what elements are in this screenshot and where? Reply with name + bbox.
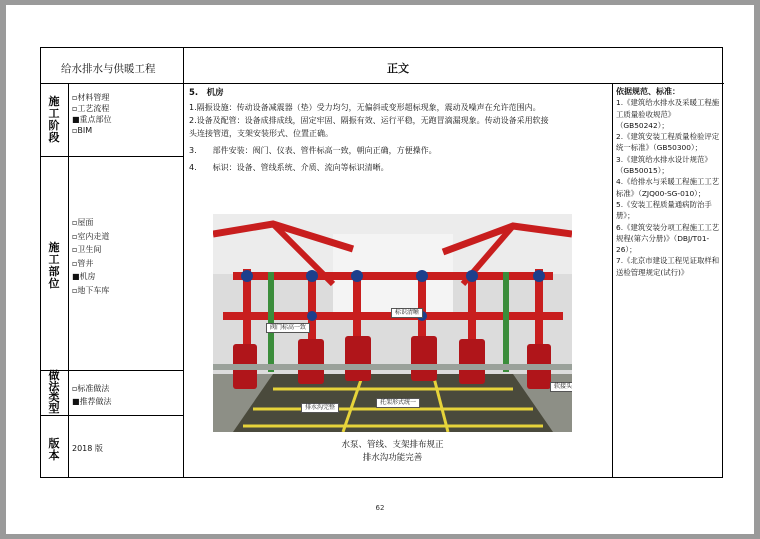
callout-soft-joint: 软接头	[550, 382, 572, 392]
callout-bracket-uniform: 托架形式统一	[376, 398, 420, 408]
paragraph-vibration: 1.隔振设施：传动设备减震器（垫）受力均匀，无偏斜或变形超标现象，震动及噪声在允许范围内。	[189, 103, 541, 112]
option-pipe-shaft: ▫管井	[72, 258, 94, 268]
option-roof: ▫屋面	[72, 218, 94, 227]
paragraph-equipment-cont: 头连接管道，支架安装形式、位置正确。	[189, 129, 333, 138]
content-table	[40, 47, 723, 478]
reference-item: 1.《建筑给水排水及采暖工程施工质量验收规范》（GB50242）；	[616, 98, 720, 130]
grid-line	[41, 156, 183, 157]
section-label-method: 做 法 类 型	[48, 369, 60, 415]
paragraph-labels: 4. 标识：设备、管线系统、介质、流向等标识清晰。	[189, 163, 389, 172]
option-process-flow: ▫工艺流程	[72, 104, 110, 113]
machine-room-photo	[213, 214, 572, 432]
reference-item: 5.《安装工程质量通病防治手册》；	[616, 199, 712, 221]
body-title: 正文	[387, 62, 409, 75]
reference-item: 7.《北京市建设工程见证取样和送检管理规定(试行)》	[616, 256, 720, 277]
callout-labels-clear: 标识清晰	[391, 308, 423, 318]
section-label-stage: 施 工 阶 段	[48, 95, 60, 144]
option-bathroom: ▫卫生间	[72, 245, 102, 254]
option-machine-room: ■机房	[72, 272, 96, 281]
option-garage: ▫地下车库	[72, 285, 110, 295]
callout-drain-ditch: 排水沟完整	[301, 403, 339, 413]
stage-options	[72, 92, 112, 136]
grid-line	[68, 83, 69, 477]
section-label-location: 施 工 部 位	[48, 241, 60, 290]
references-panel	[616, 86, 724, 278]
reference-item: 4.《给排水与采暖工程施工工艺标准》（ZJQ00-SG-010）；	[616, 177, 720, 198]
section-label-version: 版 本	[48, 437, 60, 462]
option-key-parts: ■重点部位	[72, 115, 112, 124]
body-paragraphs	[189, 101, 549, 174]
page-number: 62	[375, 504, 385, 512]
paragraph-equipment: 2.设备及配管：设备成排成线，固定牢固、隔振有效、运行平稳，无跑冒滴漏现象。传动设备采用软接	[189, 116, 549, 125]
option-recommended: ■推荐做法	[72, 397, 112, 406]
document-page	[6, 5, 754, 534]
option-standard: ▫标准做法	[72, 384, 110, 393]
grid-line	[183, 48, 184, 477]
category-title: 给水排水与供暖工程	[61, 63, 156, 75]
figure-caption: 水泵、管线、支架排布规正 排水沟功能完善	[341, 440, 444, 463]
grid-line	[612, 83, 613, 477]
location-options	[72, 216, 109, 297]
paragraph-components: 3. 部件安装：阀门、仪表、管件标高一致，朝向正确，方便操作。	[189, 146, 437, 155]
grid-line	[41, 415, 183, 416]
callout-valve-height: 阀门标高一致	[266, 323, 310, 333]
section-heading: 5. 机房	[189, 88, 224, 98]
reference-item: 3.《建筑给水排水设计规范》（GB50015）；	[616, 154, 712, 176]
reference-item: 2.《建筑安装工程质量检验评定统一标准》（GB50300）；	[616, 132, 720, 153]
option-material-management: ▫材料管理	[72, 93, 110, 102]
grid-line	[41, 370, 183, 371]
references-title: 依据规范、标准：	[616, 87, 680, 96]
option-corridor: ▫室内走道	[72, 231, 110, 241]
reference-item: 6.《建筑安装分项工程施工工艺规程(第六分册)》（DBJ/T01-26）；	[616, 222, 720, 255]
version-value: 2018 版	[72, 444, 103, 453]
option-bim: ▫BIM	[72, 126, 93, 135]
grid-line	[41, 83, 724, 84]
method-options	[72, 382, 112, 408]
